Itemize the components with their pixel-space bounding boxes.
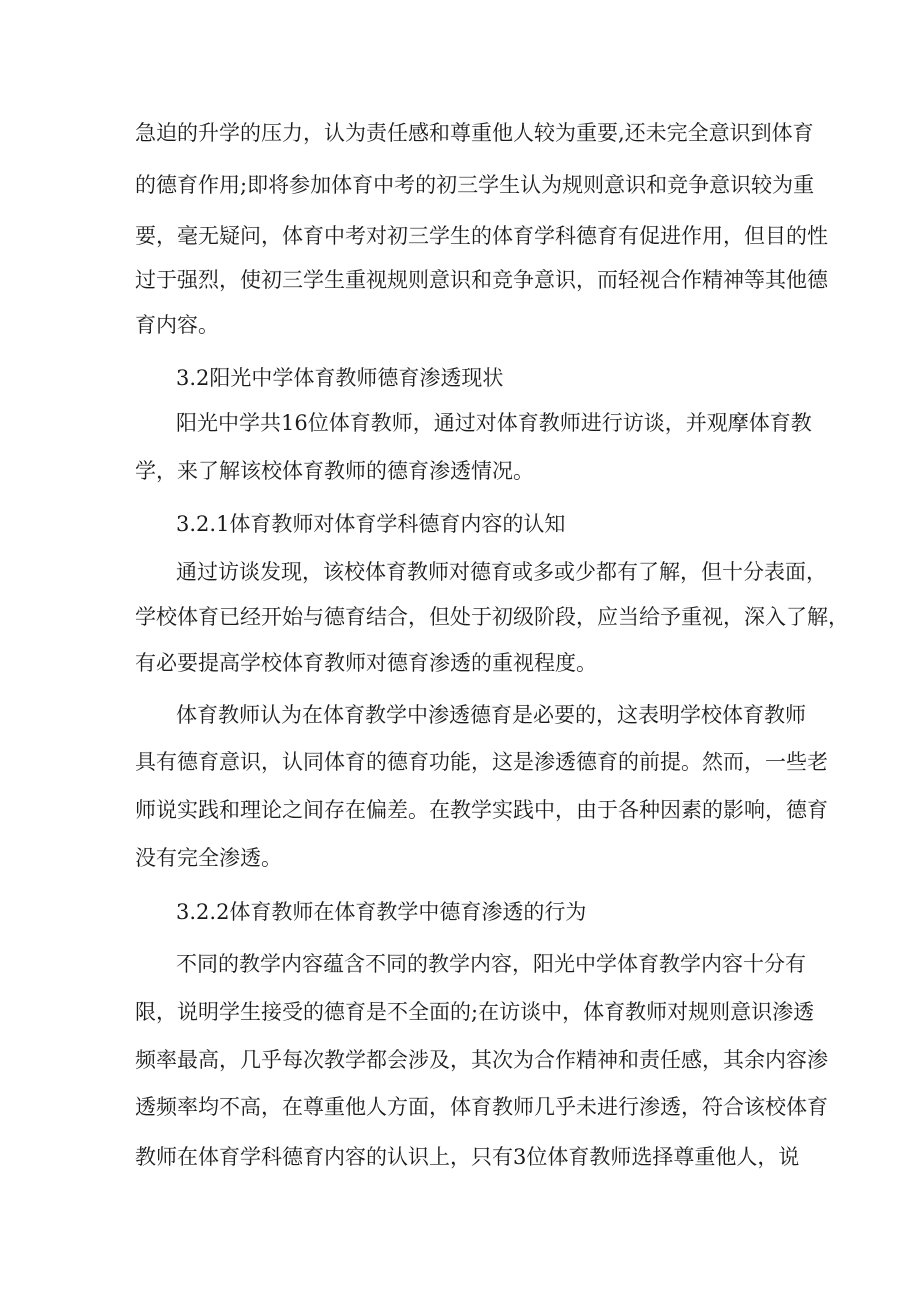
text-line: 体育教师认为在体育教学中渗透德育是必要的，这表明学校体育教师 — [176, 703, 806, 727]
text-line: 过于强烈，使初三学生重视规则意识和竞争意识，而轻视合作精神等其他德 — [135, 268, 828, 292]
text-line: 透频率均不高，在尊重他人方面，体育教师几乎未进行渗透，符合该校体育 — [135, 1095, 828, 1119]
text-line: 有必要提高学校体育教师对德育渗透的重视程度。 — [135, 651, 597, 675]
subsection-heading: 3.2.2体育教师在体育教学中德育渗透的行为 — [176, 900, 587, 924]
text-line: 教师在体育学科德育内容的认识上，只有3位体育教师选择尊重他人，说 — [135, 1145, 800, 1169]
section-heading: 3.2阳光中学体育教师德育渗透现状 — [176, 366, 504, 390]
text-line: 要，毫无疑问，体育中考对初三学生的体育学科德育有促进作用，但目的性 — [135, 224, 828, 248]
text-line: 学校体育已经开始与德育结合，但处于初级阶段，应当给予重视，深入了解， — [135, 605, 849, 629]
text-line: 育内容。 — [135, 313, 219, 337]
text-line: 阳光中学共16位体育教师，通过对体育教师进行访谈，并观摩体育教 — [176, 411, 812, 435]
text-line: 学，来了解该校体育教师的德育渗透情况。 — [135, 459, 534, 483]
text-line: 的德育作用;即将参加体育中考的初三学生认为规则意识和竞争意识较为重 — [135, 173, 815, 197]
text-line: 通过访谈发现，该校体育教师对德育或多或少都有了解，但十分表面， — [176, 560, 827, 584]
text-line: 频率最高，几乎每次教学都会涉及，其次为合作精神和责任感，其余内容渗 — [135, 1048, 828, 1072]
text-line: 师说实践和理论之间存在偏差。在教学实践中，由于各种因素的影响，德育 — [135, 798, 828, 822]
text-line: 没有完全渗透。 — [135, 846, 282, 870]
subsection-heading: 3.2.1体育教师对体育学科德育内容的认知 — [176, 512, 566, 536]
text-line: 限，说明学生接受的德育是不全面的;在访谈中，体育教师对规则意识渗透 — [135, 1000, 815, 1024]
text-line: 急迫的升学的压力，认为责任感和尊重他人较为重要,还未完全意识到体育 — [135, 121, 814, 145]
text-line: 具有德育意识，认同体育的德育功能，这是渗透德育的前提。然而，一些老 — [135, 750, 828, 774]
text-line: 不同的教学内容蕴含不同的教学内容，阳光中学体育教学内容十分有 — [176, 952, 806, 976]
